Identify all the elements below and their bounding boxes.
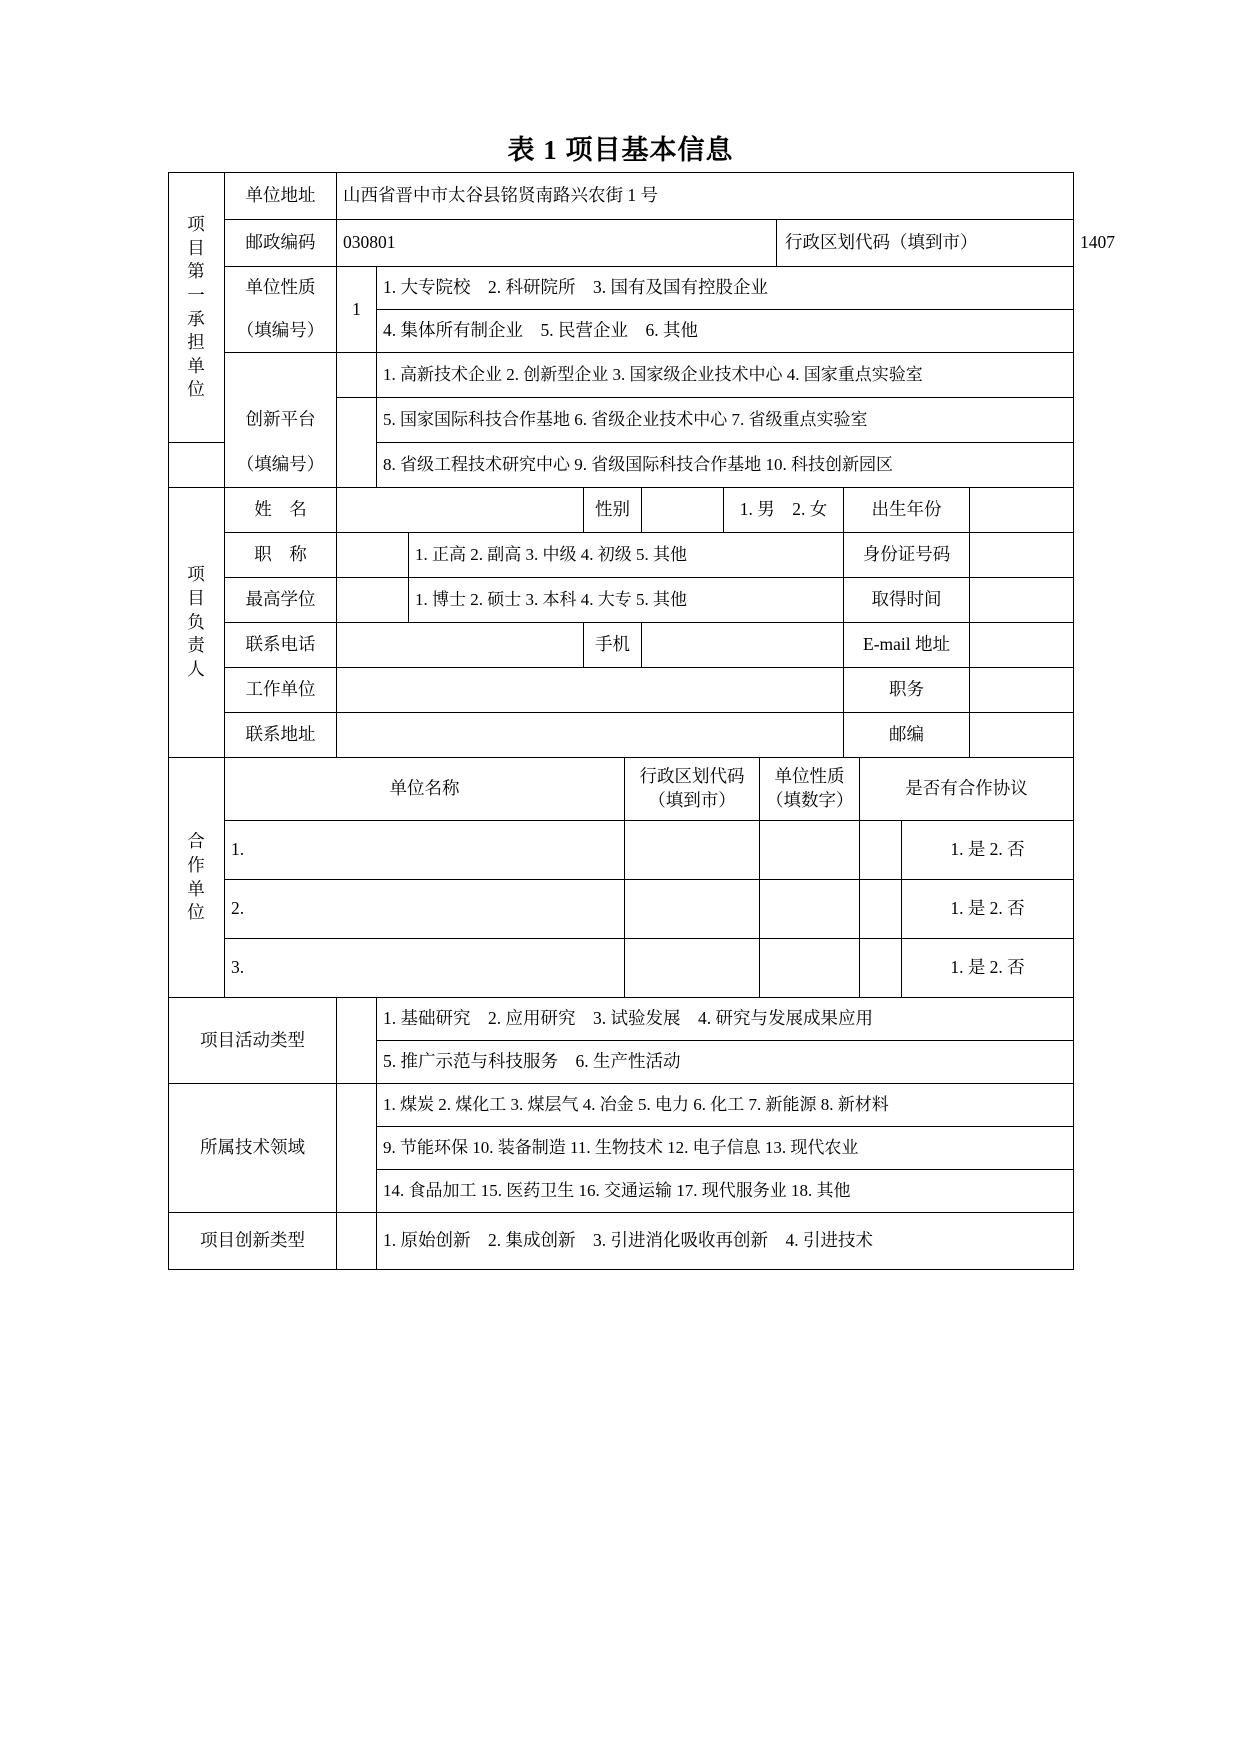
page-title: 表 1 项目基本信息	[507, 135, 734, 165]
label-degree-time: 取得时间	[844, 578, 970, 623]
label-postcode: 邮政编码	[225, 220, 337, 267]
value-postcode[interactable]: 030801	[337, 220, 777, 267]
value-innovation-platform[interactable]	[337, 353, 377, 398]
section-label-cooperating-units: 合 作 单 位	[169, 758, 225, 998]
options-platform-line1: 1. 高新技术企业 2. 创新型企业 3. 国家级企业技术中心 4. 国家重点实验室	[377, 353, 1074, 398]
value-mobile[interactable]	[642, 623, 844, 668]
options-tech-field-line1: 1. 煤炭 2. 煤化工 3. 煤层气 4. 冶金 5. 电力 6. 化工 7. 新能源 8. 新材料	[377, 1084, 1074, 1127]
value-tech-field[interactable]	[337, 1084, 377, 1127]
label-platform-line2: 创新平台	[225, 398, 337, 443]
form-sheet	[168, 172, 1116, 1270]
label-academic-title: 职 称	[225, 533, 337, 578]
label-contact-address: 联系地址	[225, 713, 337, 758]
header-has-agreement: 是否有合作协议	[860, 758, 1074, 821]
value-position[interactable]	[970, 668, 1074, 713]
table-row	[169, 821, 1074, 880]
value-activity-type-spacer	[337, 1041, 377, 1084]
label-position: 职务	[844, 668, 970, 713]
table-row: 邮政编码 030801 行政区划代码（填到市） 1407	[169, 220, 1074, 267]
options-highest-degree: 1. 博士 2. 硕士 3. 本科 4. 大专 5. 其他	[409, 578, 844, 623]
table-row	[169, 353, 1074, 398]
table-row	[169, 668, 1074, 713]
value-degree-time[interactable]	[970, 578, 1074, 623]
value-highest-degree-code[interactable]	[337, 578, 409, 623]
label-zipcode: 邮编	[844, 713, 970, 758]
label-mobile: 手机	[584, 623, 642, 668]
value-tech-field-spacer-1	[337, 1127, 377, 1170]
options-activity-type-line2: 5. 推广示范与科技服务 6. 生产性活动	[377, 1041, 1074, 1084]
value-innovation-type[interactable]	[337, 1213, 377, 1270]
value-coop-unit-nature-1[interactable]	[760, 821, 860, 880]
label-platform-line3: （填编号）	[225, 443, 337, 488]
value-coop-region-code-1[interactable]	[625, 821, 760, 880]
value-gender[interactable]	[642, 488, 724, 533]
section-types	[168, 997, 1074, 1270]
options-unit-nature-line2: 4. 集体所有制企业 5. 民营企业 6. 其他	[377, 310, 1074, 353]
section-cooperating-units	[168, 757, 1074, 998]
table-row	[169, 623, 1074, 668]
options-innovation-type: 1. 原始创新 2. 集成创新 3. 引进消化吸收再创新 4. 引进技术	[377, 1213, 1074, 1270]
label-unit-nature-line1: 单位性质	[225, 267, 337, 310]
value-coop-region-code-2[interactable]	[625, 880, 760, 939]
label-platform-line1	[225, 353, 337, 398]
section-label-project-leader: 项 目 负 责 人	[169, 488, 225, 758]
label-unit-nature-line2: （填编号）	[225, 310, 337, 353]
section-label-spacer	[169, 443, 225, 488]
platform-value-spacer-2	[337, 443, 377, 488]
value-phone[interactable]	[337, 623, 584, 668]
table-row	[169, 880, 1074, 939]
options-gender: 1. 男 2. 女	[724, 488, 844, 533]
section-project-leader	[168, 487, 1074, 758]
value-coop-agreement-3[interactable]	[860, 939, 902, 998]
value-unit-nature[interactable]: 1	[337, 267, 377, 353]
value-leader-name[interactable]	[337, 488, 584, 533]
label-highest-degree: 最高学位	[225, 578, 337, 623]
table-row	[169, 1084, 1074, 1127]
table-row	[169, 443, 1074, 488]
header-region-code: 行政区划代码 （填到市）	[625, 758, 760, 821]
table-row	[169, 758, 1074, 821]
options-coop-agreement-2: 1. 是 2. 否	[902, 880, 1074, 939]
table-row	[169, 713, 1074, 758]
label-id-number: 身份证号码	[844, 533, 970, 578]
options-activity-type-line1: 1. 基础研究 2. 应用研究 3. 试验发展 4. 研究与发展成果应用	[377, 998, 1074, 1041]
options-platform-line2: 5. 国家国际科技合作基地 6. 省级企业技术中心 7. 省级重点实验室	[377, 398, 1074, 443]
label-region-code: 行政区划代码（填到市）	[777, 220, 1074, 267]
label-leader-name: 姓 名	[225, 488, 337, 533]
label-tech-field: 所属技术领域	[169, 1084, 337, 1213]
value-coop-region-code-3[interactable]	[625, 939, 760, 998]
value-work-unit[interactable]	[337, 668, 844, 713]
value-contact-address[interactable]	[337, 713, 844, 758]
label-activity-type: 项目活动类型	[169, 998, 337, 1084]
table-row	[169, 267, 1074, 310]
label-work-unit: 工作单位	[225, 668, 337, 713]
section-label-first-unit: 项 目 第 一 承 担 单 位	[169, 173, 225, 443]
value-zipcode[interactable]	[970, 713, 1074, 758]
value-birth-year[interactable]	[970, 488, 1074, 533]
label-unit-address: 单位地址	[225, 173, 337, 220]
section-first-unit	[168, 172, 1116, 488]
table-row	[169, 533, 1074, 578]
row-index-3: 3.	[225, 939, 625, 998]
options-tech-field-line3: 14. 食品加工 15. 医药卫生 16. 交通运输 17. 现代服务业 18. 其他	[377, 1170, 1074, 1213]
options-coop-agreement-1: 1. 是 2. 否	[902, 821, 1074, 880]
value-tech-field-spacer-2	[337, 1170, 377, 1213]
value-activity-type[interactable]	[337, 998, 377, 1041]
options-unit-nature-line1: 1. 大专院校 2. 科研院所 3. 国有及国有控股企业	[377, 267, 1074, 310]
options-platform-line3: 8. 省级工程技术研究中心 9. 省级国际科技合作基地 10. 科技创新园区	[377, 443, 1074, 488]
options-tech-field-line2: 9. 节能环保 10. 装备制造 11. 生物技术 12. 电子信息 13. 现代农业	[377, 1127, 1074, 1170]
table-row	[169, 488, 1074, 533]
table-row	[169, 998, 1074, 1041]
options-academic-title: 1. 正高 2. 副高 3. 中级 4. 初级 5. 其他	[409, 533, 844, 578]
value-coop-unit-nature-2[interactable]	[760, 880, 860, 939]
label-innovation-type: 项目创新类型	[169, 1213, 337, 1270]
label-phone: 联系电话	[225, 623, 337, 668]
value-academic-title-code[interactable]	[337, 533, 409, 578]
value-coop-agreement-1[interactable]	[860, 821, 902, 880]
table-row	[169, 173, 1074, 220]
table-row	[169, 1213, 1074, 1270]
row-index-2: 2.	[225, 880, 625, 939]
header-unit-name: 单位名称	[225, 758, 625, 821]
label-email: E-mail 地址	[844, 623, 970, 668]
table-row	[169, 310, 1074, 353]
value-coop-unit-nature-3[interactable]	[760, 939, 860, 998]
label-birth-year: 出生年份	[844, 488, 970, 533]
value-unit-address[interactable]: 山西省晋中市太谷县铭贤南路兴农街 1 号	[337, 173, 1074, 220]
value-id-number[interactable]	[970, 533, 1074, 578]
label-gender: 性别	[584, 488, 642, 533]
platform-value-spacer	[337, 398, 377, 443]
table-row	[169, 939, 1074, 998]
row-index-1: 1.	[225, 821, 625, 880]
value-email[interactable]	[970, 623, 1074, 668]
value-coop-agreement-2[interactable]	[860, 880, 902, 939]
header-unit-nature: 单位性质 （填数字）	[760, 758, 860, 821]
table-row	[169, 578, 1074, 623]
table-row	[169, 398, 1074, 443]
options-coop-agreement-3: 1. 是 2. 否	[902, 939, 1074, 998]
